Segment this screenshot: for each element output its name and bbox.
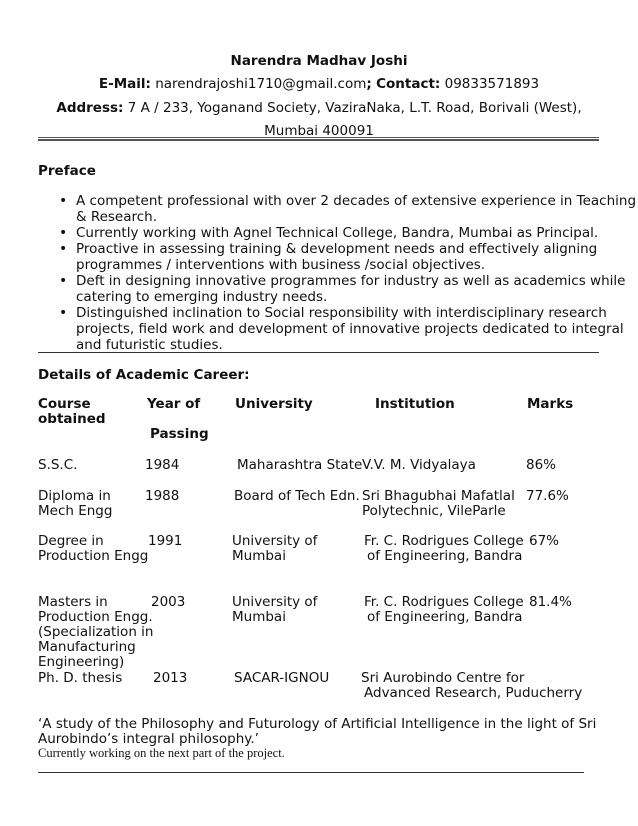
cell-institution: Fr. C. Rodrigues College of Engineering, Bandra: [364, 594, 524, 625]
cell-university: University of Mumbai: [232, 533, 318, 564]
contact-line: [0, 76, 638, 92]
thesis-note: Currently working on the next part of the project.: [38, 746, 285, 760]
col-header-university: University: [235, 396, 313, 412]
candidate-name: Narendra Madhav Joshi: [230, 53, 408, 69]
cell-year: 1991: [148, 533, 183, 549]
cell-year: 2013: [153, 670, 188, 686]
contact-separator: ;: [366, 76, 372, 92]
cell-marks: 67%: [529, 533, 560, 549]
contact-label: Contact:: [376, 76, 441, 92]
cell-institution: Sri Aurobindo Centre for Advanced Research, Puducherry: [361, 670, 583, 701]
address-value: 7 A / 233, Yoganand Society, VaziraNaka, L.T. Road, Borivali (West),: [127, 100, 582, 116]
thesis-title: ‘A study of the Philosophy and Futurology of Artificial Intelligence in the light of Sri Aurobindo’s integral philosophy.’: [38, 716, 597, 747]
preface-item: • A competent professional with over 2 decades of extensive experience in Teaching & Research.: [76, 193, 638, 225]
cell-course: Degree in Production Engg: [38, 533, 149, 564]
col-header-marks: Marks: [527, 396, 574, 412]
address-line-2: Mumbai 400091: [264, 123, 374, 139]
preface-item: • Distinguished inclination to Social responsibility with interdisciplinary research projects, field work and development of innovative projects dedicated to integral and futuristic studies.: [76, 305, 638, 353]
cell-marks: 77.6%: [526, 488, 569, 504]
cell-course: Ph. D. thesis: [38, 670, 123, 686]
cell-institution: V.V. M. Vidyalaya: [362, 457, 476, 473]
cell-course: Diploma in Mech Engg: [38, 488, 113, 519]
cell-university: University of Mumbai: [232, 594, 318, 625]
contact-value: 09833571893: [444, 76, 540, 92]
cell-marks: 86%: [526, 457, 557, 473]
cell-year: 2003: [151, 594, 186, 610]
academic-title: Details of Academic Career:: [38, 367, 250, 383]
cell-institution: Fr. C. Rodrigues College of Engineering, Bandra: [364, 533, 524, 564]
preface-list: [38, 193, 638, 353]
footer-divider: [38, 772, 584, 773]
preface-divider: [38, 352, 599, 353]
cell-course: Masters in Production Engg. (Specialization in Manufacturing Engineering): [38, 594, 154, 670]
email-value[interactable]: narendrajoshi1710@gmail.com: [155, 76, 367, 92]
cell-university: Maharashtra State: [237, 457, 363, 473]
cell-year: 1984: [145, 457, 180, 473]
cell-year: 1988: [145, 488, 180, 504]
cell-course: S.S.C.: [38, 457, 78, 473]
preface-title: Preface: [38, 163, 96, 179]
col-header-course: Course obtained: [38, 396, 106, 427]
cell-marks: 81.4%: [529, 594, 572, 610]
preface-item: • Deft in designing innovative programmes for industry as well as academics while catering to emerging industry needs.: [76, 273, 638, 305]
col-header-year: Year of Passing: [147, 396, 209, 442]
cell-university: SACAR-IGNOU: [234, 670, 330, 686]
address-label: Address:: [56, 100, 124, 116]
cell-institution: Sri Bhagubhai Mafatlal Polytechnic, VileParle: [362, 488, 515, 519]
col-header-institution: Institution: [375, 396, 455, 412]
address-line-1: [0, 100, 638, 116]
preface-item: • Proactive in assessing training & development needs and effectively aligning programmes / interventions with business /social objectives.: [76, 241, 638, 273]
preface-item: • Currently working with Agnel Technical College, Bandra, Mumbai as Principal.: [76, 225, 638, 241]
cell-university: Board of Tech Edn.: [234, 488, 360, 504]
email-label: E-Mail:: [98, 76, 151, 92]
header-divider: [38, 137, 599, 141]
